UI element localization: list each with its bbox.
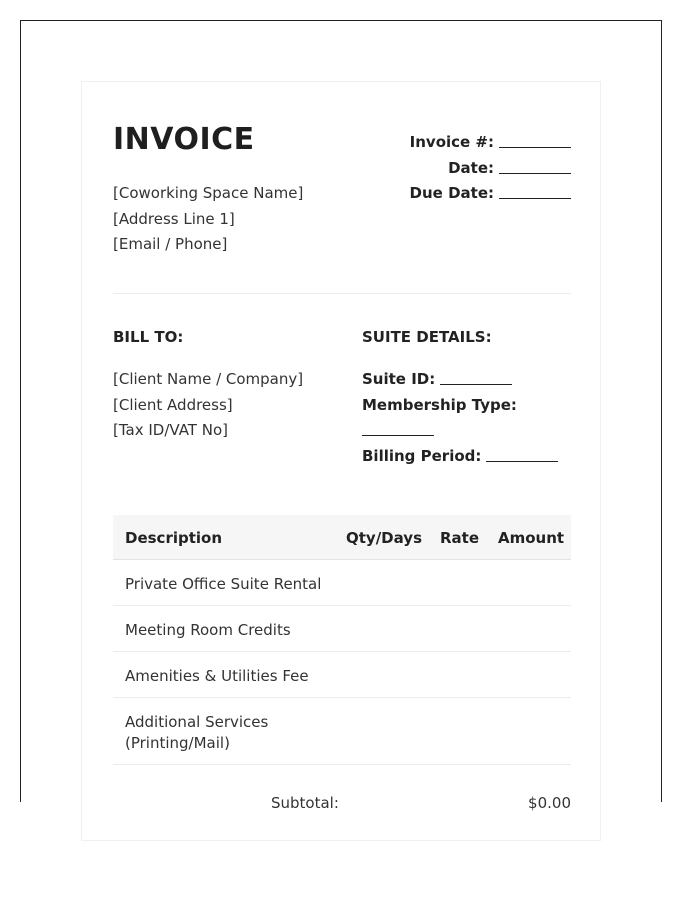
table-row — [113, 606, 571, 652]
due-date-line — [410, 181, 571, 207]
membership-type-blank — [362, 422, 434, 436]
table-row — [113, 698, 571, 765]
subtotal-value: $0.00 — [528, 794, 571, 812]
row-description: Amenities & Utilities Fee — [125, 667, 309, 685]
line-items-table — [113, 515, 571, 765]
membership-type-label: Membership Type: — [362, 395, 517, 414]
client-name: [Client Name / Company] — [113, 370, 304, 388]
invoice-number-line — [410, 130, 571, 156]
membership-type-blank-line — [362, 418, 558, 444]
header-description: Description — [125, 529, 223, 547]
due-date-label: Due Date: — [409, 184, 494, 202]
invoice-date-line — [410, 156, 571, 182]
invoice-title: INVOICE — [113, 122, 255, 157]
due-date-blank — [499, 185, 571, 199]
invoice-date-label: Date: — [448, 158, 494, 177]
invoice-meta — [410, 130, 571, 207]
section-divider — [113, 293, 571, 294]
table-row — [113, 652, 571, 698]
invoice-date-blank — [499, 160, 571, 174]
billing-period-label: Billing Period: — [362, 446, 482, 465]
sender-name: [Coworking Space Name] — [113, 184, 304, 202]
billing-period-line — [362, 444, 558, 470]
table-header — [113, 515, 571, 560]
bill-to-info — [113, 367, 303, 444]
header-qty: Qty/Days — [346, 529, 422, 547]
sender-address: [Address Line 1] — [113, 209, 235, 228]
header-rate: Rate — [440, 529, 480, 547]
row-description: Additional Services (Printing/Mail) — [125, 713, 269, 752]
invoice-number-blank — [499, 134, 571, 148]
membership-type-line — [362, 393, 558, 419]
invoice-number-label: Invoice #: — [409, 133, 494, 151]
suite-details-info — [362, 367, 558, 469]
invoice-content — [113, 82, 571, 840]
suite-id-blank — [440, 371, 512, 385]
invoice-sheet — [81, 81, 601, 841]
bill-to-heading: BILL TO: — [113, 328, 184, 346]
row-description: Private Office Suite Rental — [125, 575, 322, 593]
table-row — [113, 560, 571, 606]
row-description: Meeting Room Credits — [125, 621, 291, 639]
header-amount: Amount — [498, 529, 565, 547]
suite-details-heading: SUITE DETAILS: — [362, 328, 492, 346]
suite-id-label: Suite ID: — [362, 370, 436, 388]
client-address: [Client Address] — [113, 395, 233, 414]
page-frame — [20, 20, 662, 812]
billing-period-blank — [486, 448, 558, 462]
sender-info — [113, 181, 303, 258]
client-tax-id: [Tax ID/VAT No] — [113, 421, 228, 439]
subtotal-label: Subtotal: — [271, 794, 339, 812]
sender-contact: [Email / Phone] — [113, 235, 228, 253]
suite-id-line — [362, 367, 558, 393]
